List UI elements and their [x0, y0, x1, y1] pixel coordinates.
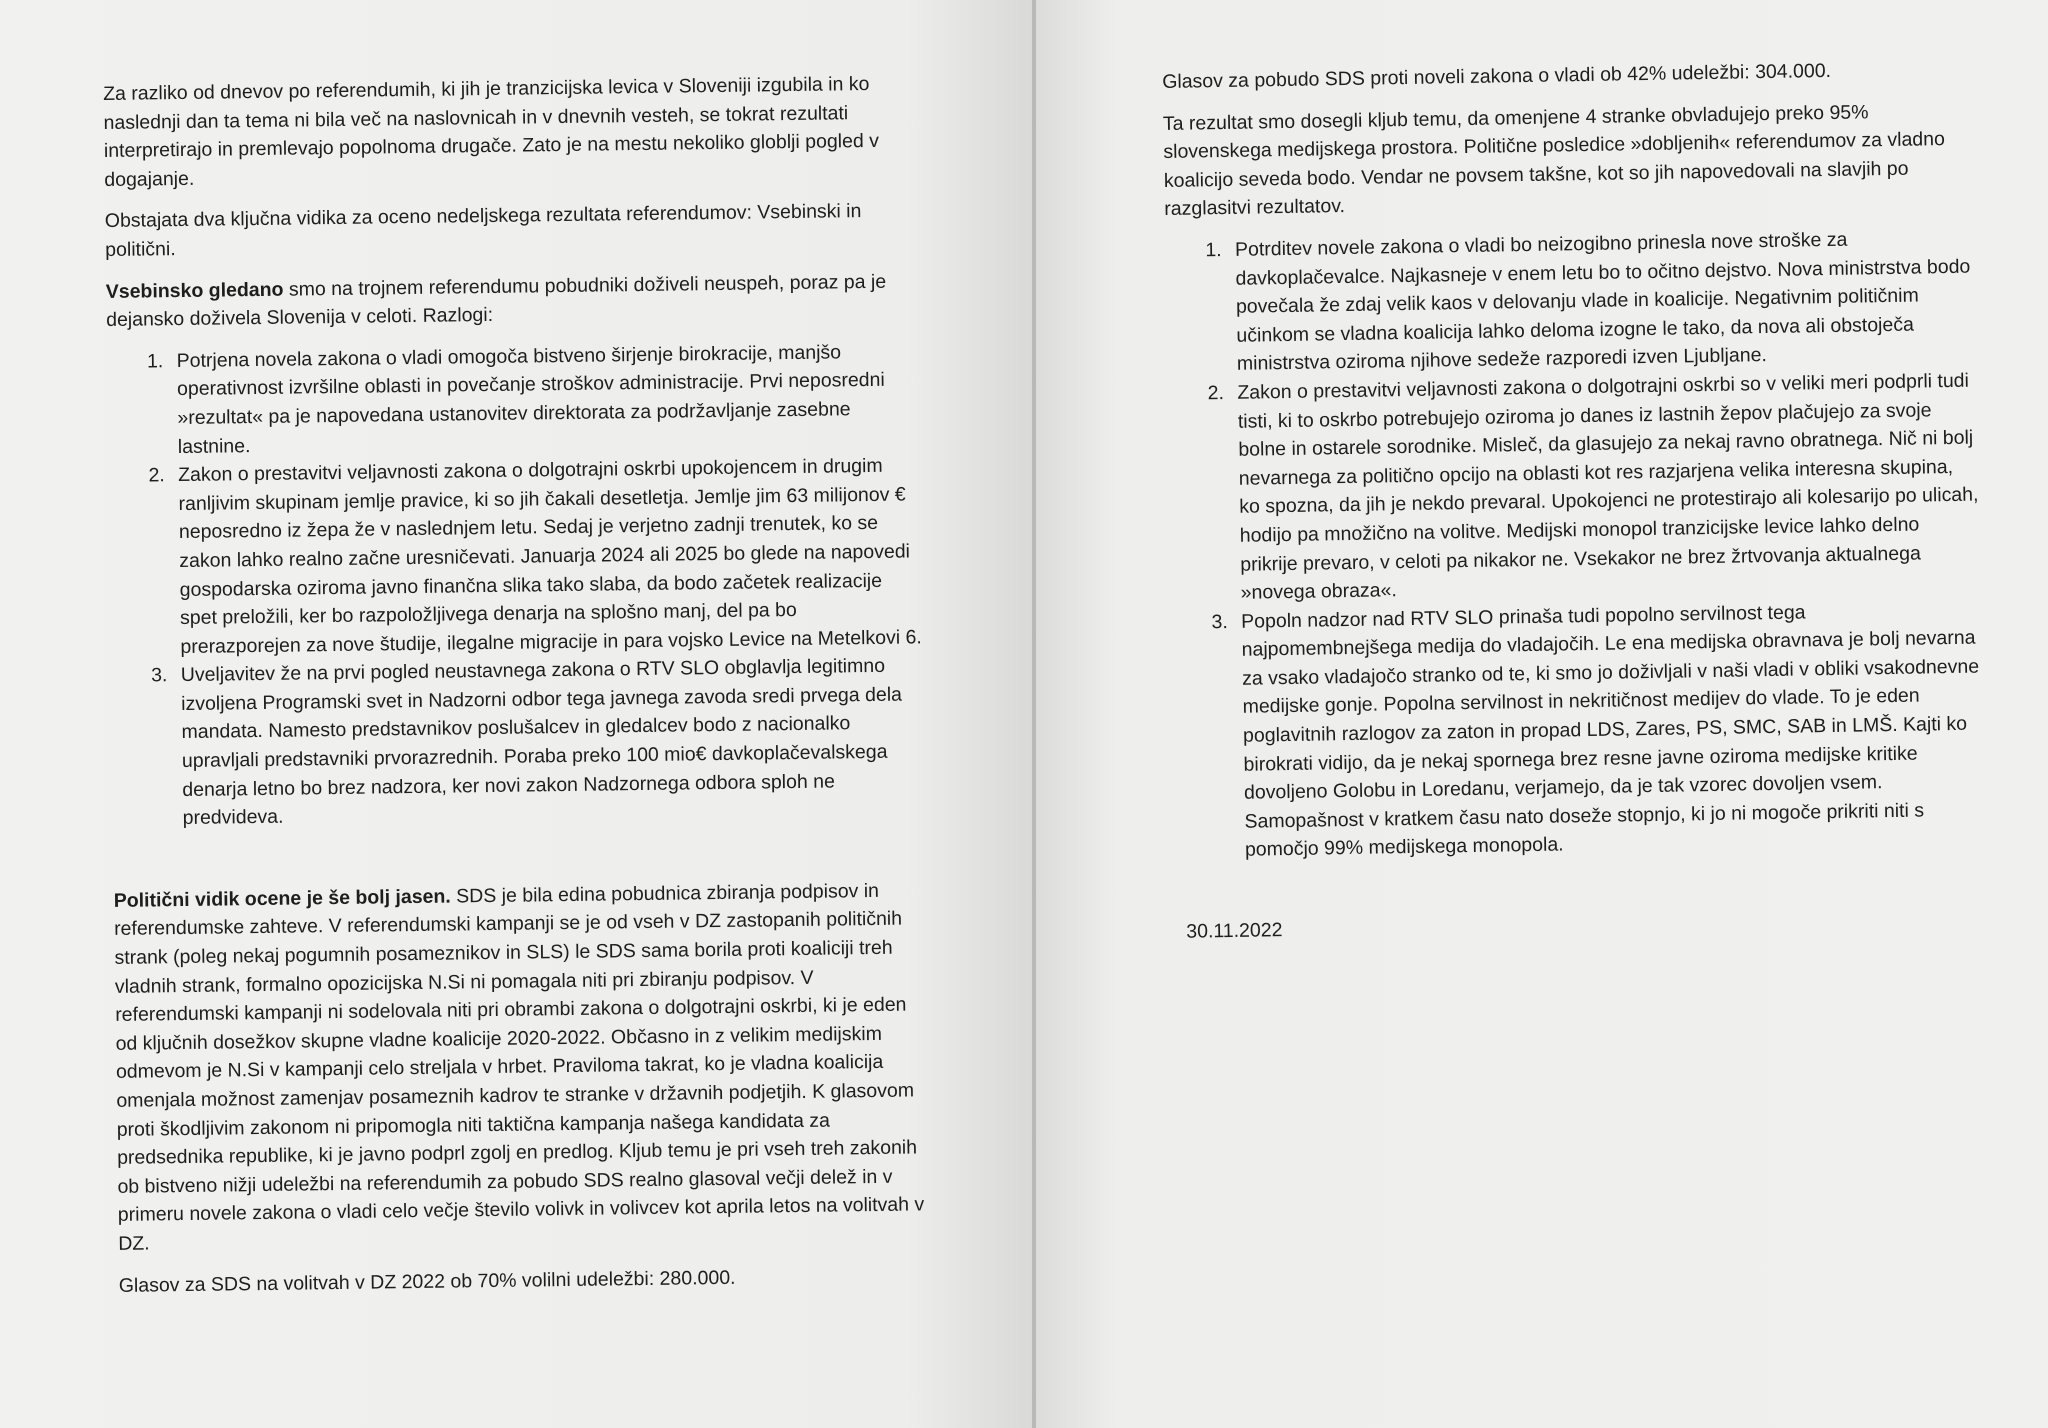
list-item: 2. Zakon o prestavitvi veljavnosti zakona o dolgotrajni oskrbi so v veliki meri podprli tudi tisti, ki to oskrbo potrebujejo oziroma jo danes iz lastnih žepov plačujejo za svoje bolne in ostarele sorodnike. Misleč, da glasujejo za nekaj ravno obratnega. Nič ni bolj nevarnega za politično opcijo na oblasti kot res razjarjena velika interesna skupina, ko spozna, da jih je nekdo prevaral. Upokojenci ne protestirajo ali kolesarijo po ulicah, hodijo pa množično na volitve. Medijski monopol tranzicijske levice lahko delno prikrije prevaro, v celoti pa nikakor ne. Vsekakor ne brez žrtvovanja aktualnega »novega obraza«. — [1229, 366, 1981, 607]
intro-paragraph: Za razliko od dnevov po referendumih, ki jih je tranzicijska levica v Sloveniji izgubila in ko naslednji dan ta tema ni bila več na naslovnicah in v dnevnih vesteh, se tokrat rezultati interpretirajo in premlevajo popolnoma drugače. Zato je na mestu nekoliko globlji pogled v dogajanje. — [103, 72, 880, 191]
list-item: 1. Potrjena novela zakona o vladi omogoča bistveno širjenje birokracije, manjšo operativnost izvršilne oblasti in povečanje stroškov administracije. Prvi neposredni »rezultat« pa je napovedana ustanovitev direktorata za podržavljanje zasebne lastnine. — [168, 337, 919, 461]
result-paragraph: Ta rezultat smo dosegli kljub temu, da omenjene 4 stranke obvladujejo preko 95% slovenskega medijskega prostora. Politične posledice »dobljenih« referendumov za vladno koalicijo seveda bodo. Vendar ne povsem takšne, kot so jih napovedovali na slavjih po razglasitvi rezultatov. — [1162, 100, 1946, 221]
list-item: 2. Zakon o prestavitvi veljavnosti zakona o dolgotrajni oskrbi upokojencem in drugim ranljivim skupinam jemlje pravice, ki so jih čakali desetletja. Jemlje jim 63 milijonov € neposredno iz žepa že v naslednjem letu. Sedaj je verjetno zadnji trenutek, ko se zakon lahko realno začne uresničevati. Januarja 2024 ali 2025 bo glede na napovedi gospodarska oziroma javno finančna slika tako slaba, da bodo začetek realizacije spet preložili, ker bo razpoložljivega denarja na splošno manj, del pa bo prerazporejen za nove študije, ilegalne migracije in para vojsko Levice na Metelkovi 6. — [170, 451, 923, 661]
list-item: 3. Popoln nadzor nad RTV SLO prinaša tudi popolno servilnost tega najpomembnejšega medija do vladajočih. Le ena medijska obravnava je bolj nevarna za vsako vladajočo stranko od te, ki smo jo doživljali v naši vladi v obliki vsakodnevne medijske gonje. Popolna servilnost in nekritičnost medijev do vlade. To je eden poglavitnih razlogov za zaton in propad LDS, Zares, PS, SMC, SAB in LMŠ. Kajti ko birokrati vidijo, da je nekaj spornega brez resne javne oziroma medijske kritike dovoljeno Golobu in Loredanu, verjamejo, da je tak vzorec dovoljen vsem. Samopašnost v kratkem času nato doseže stopnjo, ki jo ni mogoče prikriti niti s pomočjo 99% medijskega monopola. — [1233, 595, 1985, 865]
votes-referendum-paragraph: Glasov za pobudo SDS proti noveli zakona o vladi ob 42% udeležbi: 304.000. — [1162, 59, 1832, 93]
political-aspect-heading: Politični vidik ocene je še bolj jasen. — [113, 885, 451, 912]
aspects-paragraph: Obstajata dva ključna vidika za oceno nedeljskega rezultata referendumov: Vsebinski in politični. — [104, 200, 862, 261]
votes-2022-paragraph: Glasov za SDS na volitvah v DZ 2022 ob 70% volilni udeležbi: 280.000. — [118, 1266, 736, 1297]
political-aspect-text: SDS je bila edina pobudnica zbiranja podpisov in referendumske zahteve. V referendumski kampanji se je od vseh v DZ zastopanih političnih strank (poleg nekaj pogumnih posameznikov in SLS) le SDS sama borila proti koaliciji treh vladnih strank, formalno opozicijska N.Si ni pomagala niti pri zbiranju podpisov. V referendumski kampanji ni sodelovala niti pri obrambi zakona o dolgotrajni oskrbi, ki je eden od ključnih dosežkov skupne vladne koalicije 2020-2022. Občasno in z velikim medijskim odmevom je N.Si v kampanji celo streljala v hrbet. Praviloma takrat, ko je vladna koalicija omenjala možnost zamenjav posameznih kadrov te stranke v državnih podjetjih. K glasovom proti škodljivim zakonom ni pripomogla niti taktična kampanja našega kandidata za predsednika republike, ki je javno podprl zgolj en predlog. Kljub temu je pri vseh treh zakonih ob bistveno nižji udeležbi na referendumih za pobudo SDS realno glasoval večji delež in v primeru novele zakona o vladi celo večje število volivk in volivcev kot aprila letos na volitvah v DZ. — [113, 879, 925, 1255]
document-date: 30.11.2022 — [1186, 919, 1283, 943]
content-aspect-heading: Vsebinsko gledano — [105, 278, 284, 303]
list-item: 3. Uveljavitev že na prvi pogled neustavnega zakona o RTV SLO obglavlja legitimno izvoljena Programski svet in Nadzorni odbor tega javnega zavoda sredi prvega dela mandata. Namesto predstavnikov poslušalcev in gledalcev bodo z nacionalko upravljali predstavniki prvorazrednih. Poraba preko 100 mio€ davkoplačevalskega denarja letno bo brez nadzora, ker novi zakon Nadzornega odbora sploh ne predvideva. — [173, 652, 925, 833]
content-reasons-list — [107, 337, 925, 834]
content-aspect-paragraph — [106, 267, 919, 335]
consequences-list — [1165, 224, 1985, 866]
right-page — [1036, 0, 2048, 1428]
left-page-text — [103, 69, 931, 1313]
list-item: 1. Potrditev novele zakona o vladi bo neizogibno prinesla nove stroške za davkoplačevalce. Najkasneje v enem letu bo to očitno dejstvo. Nova ministrstva bodo povečala že zdaj velik kaos v delovanju vlade in koalicije. Negativnim političnim učinkom se vladna koalicija lahko deloma izogne le tako, da nova ali obstoječa ministrstva oziroma njihove sedeže razporedi izven Ljubljane. — [1227, 224, 1977, 379]
right-page-text — [1162, 55, 1987, 960]
content-aspect-text: smo na trojnem referendumu pobudniki doživeli neuspeh, poraz pa je dejansko doživela Slovenija v celoti. Razlogi: — [105, 270, 887, 332]
political-aspect-paragraph — [114, 876, 931, 1258]
